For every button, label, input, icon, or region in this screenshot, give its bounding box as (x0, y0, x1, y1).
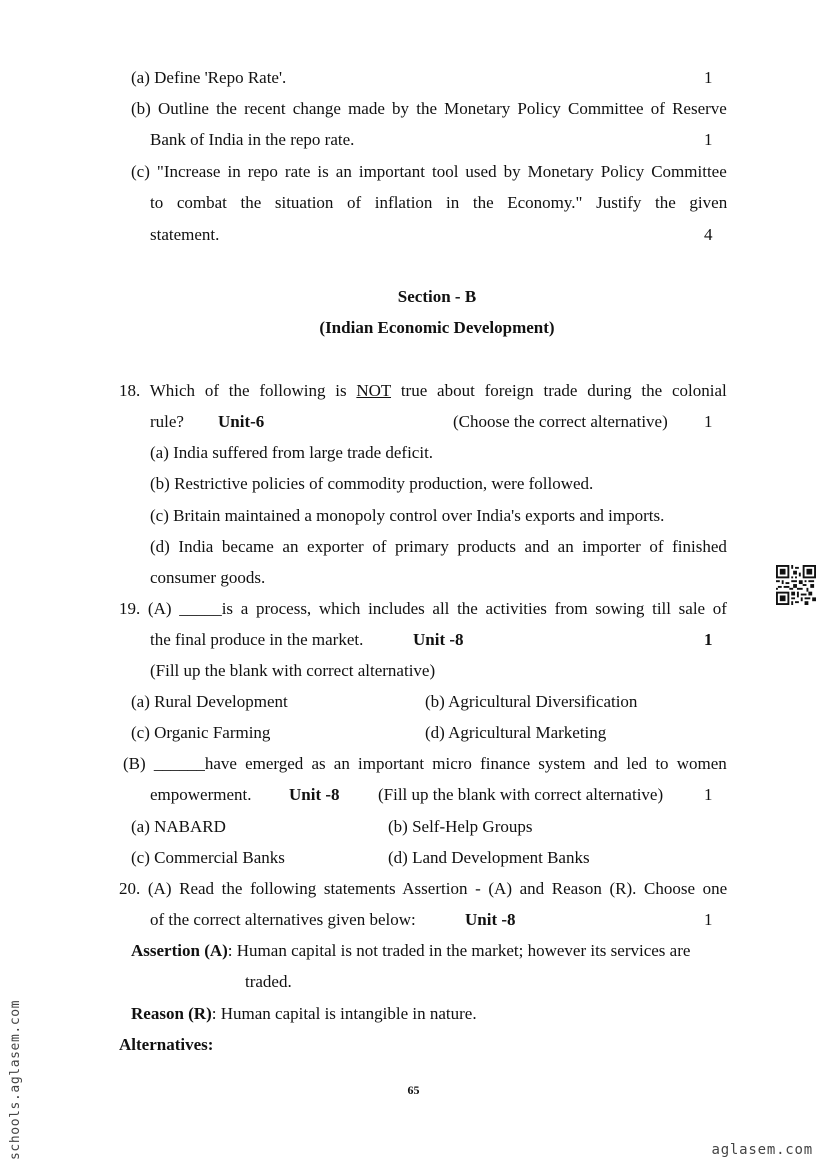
q19a-line1: 19. (A) _____is a process, which includes all the activities from sowing till sale of (119, 599, 727, 618)
qr-code-icon (776, 565, 816, 605)
q17a-text: (a) Define 'Repo Rate'. (131, 68, 287, 87)
q17a-marks: 1 (704, 68, 713, 87)
alternatives-label: Alternatives: (119, 1035, 214, 1054)
q19b-line1: (B) ______have emerged as an important micro finance system and led to women (123, 754, 727, 773)
q19b-option-a: (a) NABARD (131, 817, 226, 836)
q17b-line1: (b) Outline the recent change made by the Monetary Policy Committee of Reserve (131, 99, 727, 118)
reason-label: Reason (R) (131, 1004, 212, 1023)
section-subtitle: (Indian Economic Development) (319, 318, 555, 337)
q19a-unit: Unit -8 (413, 630, 464, 649)
q19a-option-b: (b) Agricultural Diversification (425, 692, 638, 711)
q18-line1 (119, 381, 727, 401)
q20-assertion (131, 941, 690, 961)
q18-rule: rule? (150, 412, 184, 431)
q19b-option-c: (c) Commercial Banks (131, 848, 285, 867)
q17b-marks: 1 (704, 130, 713, 149)
assertion-text: : Human capital is not traded in the market; however its services are (227, 941, 691, 960)
q18-option-d-line2: consumer goods. (150, 568, 266, 587)
q18-option-a: (a) India suffered from large trade deficit. (150, 443, 434, 462)
q20-marks: 1 (704, 910, 713, 929)
q20-line2: of the correct alternatives given below: (150, 910, 416, 929)
q20-assertion-cont: traded. (245, 972, 292, 991)
q19a-line2: the final produce in the market. (150, 630, 364, 649)
q20-line1: 20. (A) Read the following statements Assertion - (A) and Reason (R). Choose one (119, 879, 728, 898)
q19b-instruction: (Fill up the blank with correct alternative) (378, 785, 664, 804)
q19b-marks: 1 (704, 785, 713, 804)
q18-instruction: (Choose the correct alternative) (453, 412, 668, 431)
q17c-line3: statement. (150, 225, 220, 244)
q18-line1-post: true about foreign trade during the colonial (400, 381, 727, 400)
q18-option-b: (b) Restrictive policies of commodity production, were followed. (150, 474, 594, 493)
q17c-marks: 4 (704, 225, 713, 244)
q19a-option-c: (c) Organic Farming (131, 723, 271, 742)
q18-unit: Unit-6 (218, 412, 265, 431)
q19b-option-b: (b) Self-Help Groups (388, 817, 533, 836)
q18-option-c: (c) Britain maintained a monopoly control over India's exports and imports. (150, 506, 665, 525)
q18-line1-pre: 18. Which of the following is (119, 381, 347, 400)
q17c-line2: to combat the situation of inflation in the Economy." Justify the given (150, 193, 728, 212)
reason-text: : Human capital is intangible in nature. (211, 1004, 477, 1023)
bottom-watermark: aglasem.com (711, 1142, 813, 1158)
side-watermark: schools.aglasem.com (8, 999, 23, 1160)
q18-marks: 1 (704, 412, 713, 431)
q20-unit: Unit -8 (465, 910, 516, 929)
q19b-unit: Unit -8 (289, 785, 340, 804)
q17b-line2: Bank of India in the repo rate. (150, 130, 355, 149)
page-number: 65 (407, 1083, 420, 1097)
section-title: Section - B (397, 287, 477, 306)
q18-option-d-line1: (d) India became an exporter of primary products and an importer of finished (150, 537, 727, 556)
q18-not: NOT (356, 381, 392, 400)
q17c-line1: (c) "Increase in repo rate is an important tool used by Monetary Policy Committee (131, 162, 727, 181)
q19a-option-a: (a) Rural Development (131, 692, 288, 711)
q20-reason (131, 1004, 477, 1024)
q19b-line2: empowerment. (150, 785, 252, 804)
q19a-option-d: (d) Agricultural Marketing (425, 723, 607, 742)
assertion-label: Assertion (A) (131, 941, 228, 960)
q19a-marks: 1 (704, 630, 713, 649)
q19b-option-d: (d) Land Development Banks (388, 848, 590, 867)
q19a-instruction: (Fill up the blank with correct alternative) (150, 661, 436, 680)
